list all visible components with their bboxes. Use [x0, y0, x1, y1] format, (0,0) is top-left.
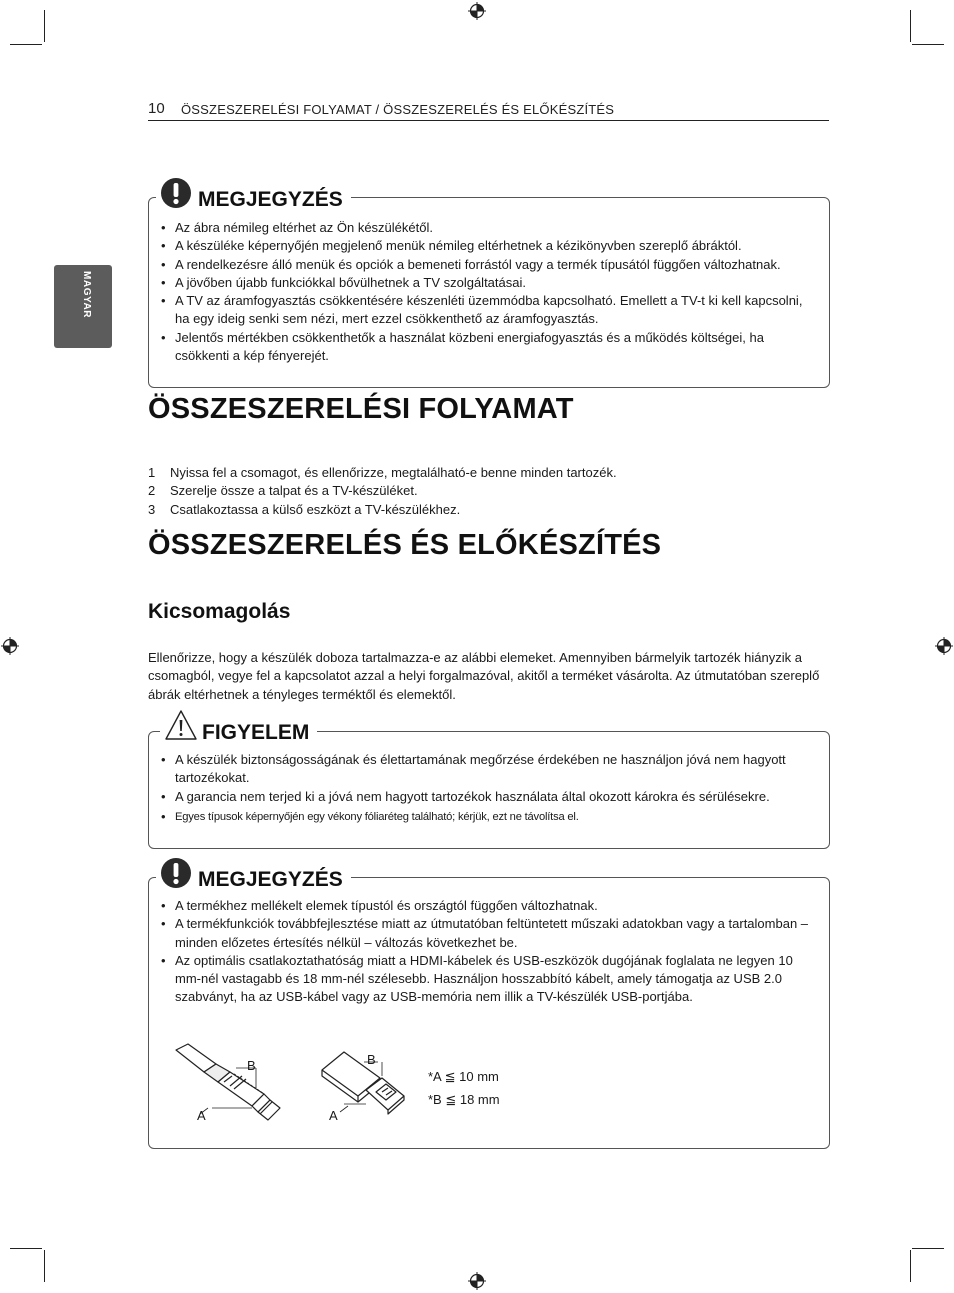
- crop-mark: [44, 10, 45, 42]
- registration-mark-icon: [935, 637, 953, 655]
- exclamation-icon: [160, 177, 192, 209]
- note-title: MEGJEGYZÉS: [198, 868, 343, 891]
- crop-mark: [912, 1248, 944, 1249]
- body-paragraph: Ellenőrizze, hogy a készülék doboza tartalmazza-e az alábbi elemeket. Amennyiben bármelyik tartozék hiányzik a csomagból, vegye fel a kapcsolatot azzal a helyi forgalmazóval, akitől a terméket vásárolta. Az útmutatóban szereplő ábrák eltérhetnek a tényleges terméktől és elemektől.: [148, 650, 820, 702]
- note-list: [149, 897, 829, 1007]
- page-header: [148, 98, 829, 121]
- figure-label-b: B: [247, 1058, 256, 1073]
- crop-mark: [10, 1248, 42, 1249]
- list-item: • A termékhez mellékelt elemek típustól és országtól függően változhatnak.: [149, 897, 829, 915]
- caution-list: [149, 751, 829, 826]
- side-tab-label: MAGYAR: [81, 271, 92, 319]
- note-list: [149, 219, 829, 365]
- dimension-b: *B ≦ 18 mm: [428, 1092, 500, 1107]
- list-item: • A rendelkezésre álló menük és opciók a bemeneti forrástól vagy a termék típusától függően változhatnak.: [149, 256, 829, 274]
- registration-mark-icon: [1, 637, 19, 655]
- figure-label-a: A: [329, 1108, 338, 1123]
- note-heading: [156, 854, 351, 892]
- list-item: • A garancia nem terjed ki a jóvá nem hagyott tartozékok használata által okozott károkra és sérülésekre.: [149, 788, 829, 806]
- list-item: • Az optimális csatlakoztathatóság miatt a HDMI-kábelek és USB-eszközök dugójának foglalata ne legyen 10 mm-nél vastagabb és 18 mm-nél szélesebb. Használjon hosszabbító kábelt, amely támogatja az USB 2.0 szabványt, ha az USB-kábel vagy az USB-memória nem illik a TV-készülék USB-portjába.: [149, 952, 829, 1007]
- running-head: ÖSSZESZERELÉSI FOLYAMAT / ÖSSZESZERELÉS ÉS ELŐKÉSZÍTÉS: [181, 102, 615, 117]
- list-item: • A jövőben újabb funkciókkal bővülhetnek a TV szolgáltatásai.: [149, 274, 829, 292]
- note-box: [148, 197, 830, 388]
- warning-triangle-icon: [164, 709, 198, 741]
- crop-mark: [10, 44, 42, 45]
- list-item: [148, 501, 617, 519]
- dimension-a: *A ≦ 10 mm: [428, 1069, 499, 1084]
- step-number: 3: [148, 501, 156, 517]
- step-number: 1: [148, 465, 156, 480]
- registration-mark-icon: [468, 2, 486, 20]
- step-text: Nyissa fel a csomagot, és ellenőrizze, megtalálható-e benne minden tartozék.: [170, 465, 617, 480]
- step-text: Szerelje össze a talpat és a TV-készüléket.: [170, 483, 418, 499]
- list-item: [148, 482, 617, 500]
- list-item: • Egyes típusok képernyőjén egy vékony fóliaréteg található; kérjük, ezt ne távolítsa el.: [149, 808, 829, 826]
- exclamation-icon: [160, 857, 192, 889]
- crop-mark: [44, 1250, 45, 1282]
- registration-mark-icon: [468, 1272, 486, 1290]
- list-item: • A termékfunkciók továbbfejlesztése miatt az útmutatóban feltüntetett műszaki adatokban vagy a tartalomban – minden előzetes értesítés nélkül – változás következhet be.: [149, 915, 829, 952]
- crop-mark: [910, 10, 911, 42]
- step-number: 2: [148, 483, 156, 499]
- list-item: • A készüléke képernyőjén megjelenő menük némileg eltérhetnek a kézikönyvben szereplő ábráktól.: [149, 237, 829, 255]
- subsection-heading: Kicsomagolás: [148, 600, 291, 623]
- caution-box: [148, 731, 830, 849]
- list-item: • Jelentős mértékben csökkenthetők a használat közbeni energiafogyasztás és a működés költségei, ha csökkenti a kép fényerejét.: [149, 329, 829, 366]
- crop-mark: [912, 44, 944, 45]
- figure-label-a: A: [197, 1108, 206, 1123]
- page-number: 10: [148, 100, 165, 117]
- list-item: • A TV az áramfogyasztás csökkentésére készenléti üzemmódba kapcsolható. Emellett a TV-t ki kell kapcsolni, ha egy ideig senki sem nézi, mert ezzel csökkenthető az áramfogyasztás.: [149, 292, 829, 329]
- hdmi-plug-figure: [172, 1042, 284, 1128]
- list-item: [148, 464, 617, 482]
- step-list: [148, 464, 617, 519]
- step-text: Csatlakoztassa a külső eszközt a TV-készülékhez.: [170, 501, 461, 517]
- crop-mark: [910, 1250, 911, 1282]
- section-heading: ÖSSZESZERELÉS ÉS ELŐKÉSZÍTÉS: [148, 529, 662, 561]
- caution-heading: [160, 705, 317, 745]
- figure-label-b: B: [367, 1052, 376, 1067]
- note-heading: [156, 174, 351, 212]
- note-title: MEGJEGYZÉS: [198, 188, 343, 211]
- section-heading: ÖSSZESZERELÉSI FOLYAMAT: [148, 393, 574, 425]
- caution-title: FIGYELEM: [202, 721, 310, 744]
- list-item: • A készülék biztonságosságának és élettartamának megőrzése érdekében ne használjon jóvá nem hagyott tartozékokat.: [149, 751, 829, 788]
- language-side-tab: [54, 265, 112, 348]
- list-item: • Az ábra némileg eltérhet az Ön készülékétől.: [149, 219, 829, 237]
